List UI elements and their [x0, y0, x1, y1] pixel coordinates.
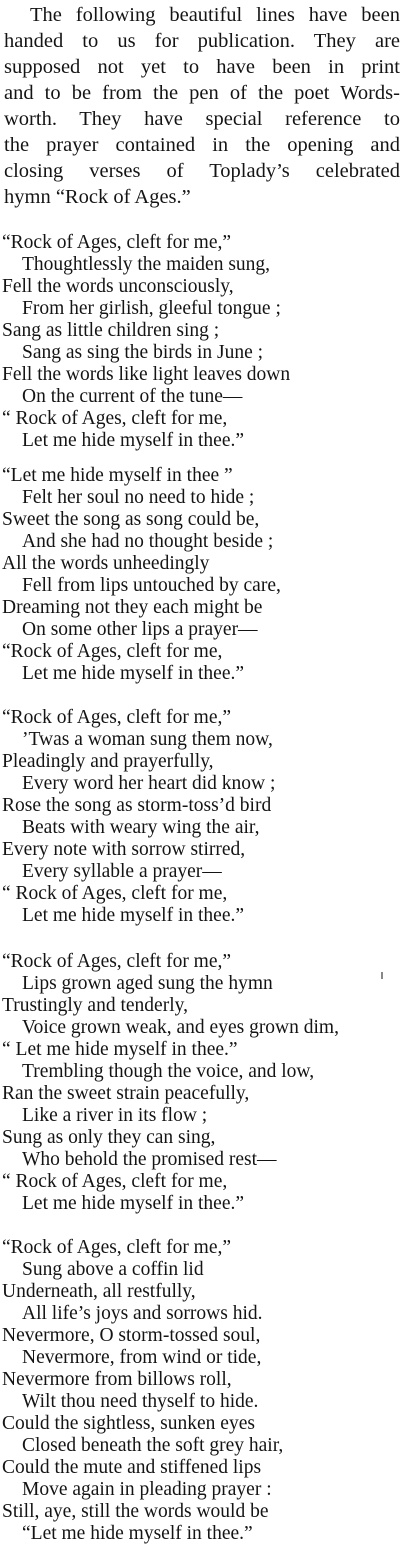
- verse-line: “Rock of Ages, cleft for me,”: [2, 1237, 232, 1258]
- verse-line: Sang as little children sing ;: [2, 320, 220, 341]
- verse-line: On the current of the tune—: [22, 386, 243, 407]
- intro-line: closing verses of Toplady’s celebrated: [4, 160, 400, 182]
- verse-line: Nevermore, from wind or tide,: [22, 1347, 262, 1368]
- verse-line: Wilt thou need thyself to hide.: [22, 1391, 259, 1412]
- intro-line: handed to us for publication. They are: [4, 30, 400, 52]
- intro-line: worth. They have special reference to: [4, 108, 400, 130]
- verse-line: Could the mute and stiffened lips: [2, 1457, 262, 1478]
- verse-line: And she had no thought beside ;: [22, 531, 274, 552]
- verse-line: Thoughtlessly the maiden sung,: [22, 254, 271, 275]
- verse-line: Nevermore from billows roll,: [2, 1369, 232, 1390]
- verse-line: On some other lips a prayer—: [22, 619, 258, 640]
- intro-line: hymn “Rock of Ages.”: [4, 186, 191, 208]
- verse-line: Let me hide myself in thee.”: [22, 905, 245, 926]
- verse-line: Like a river in its flow ;: [22, 1105, 208, 1126]
- verse-line: Every note with sorrow stirred,: [2, 839, 246, 860]
- verse-line: Voice grown weak, and eyes grown dim,: [22, 1017, 339, 1038]
- print-speck: [381, 972, 383, 979]
- verse-line: Dreaming not they each might be: [2, 597, 263, 618]
- verse-line: “Let me hide myself in thee ”: [2, 465, 233, 486]
- verse-line: Let me hide myself in thee.”: [22, 1193, 245, 1214]
- verse-line: Still, aye, still the words would be: [2, 1501, 269, 1522]
- verse-line: Move again in pleading prayer :: [22, 1479, 272, 1500]
- verse-line: Could the sightless, sunken eyes: [2, 1413, 255, 1434]
- verse-line: All the words unheedingly: [2, 553, 210, 574]
- verse-line: “Rock of Ages, cleft for me,”: [2, 232, 232, 253]
- verse-line: Let me hide myself in thee.”: [22, 430, 245, 451]
- verse-line: “ Let me hide myself in thee.”: [2, 1039, 238, 1060]
- verse-line: “ Rock of Ages, cleft for me,: [2, 408, 228, 429]
- verse-line: Sweet the song as song could be,: [2, 509, 260, 530]
- verse-line: All life’s joys and sorrows hid.: [22, 1303, 263, 1324]
- verse-line: Lips grown aged sung the hymn: [22, 973, 273, 994]
- verse-line: Rose the song as storm-toss’d bird: [2, 795, 272, 816]
- verse-line: Beats with weary wing the air,: [22, 817, 260, 838]
- verse-line: Closed beneath the soft grey hair,: [22, 1435, 284, 1456]
- verse-line: Trustingly and tenderly,: [2, 995, 188, 1016]
- verse-line: Nevermore, O storm-tossed soul,: [2, 1325, 261, 1346]
- verse-line: From her girlish, gleeful tongue ;: [22, 298, 281, 319]
- verse-line: Felt her soul no need to hide ;: [22, 487, 255, 508]
- verse-line: Every word her heart did know ;: [22, 773, 276, 794]
- verse-line: Sung above a coffin lid: [22, 1259, 204, 1280]
- verse-line: Underneath, all restfully,: [2, 1281, 196, 1302]
- verse-line: Fell the words like light leaves down: [2, 364, 291, 385]
- intro-line: The following beautiful lines have been: [30, 4, 400, 26]
- verse-line: Ran the sweet strain peacefully,: [2, 1083, 250, 1104]
- verse-line: Sung as only they can sing,: [2, 1127, 216, 1148]
- verse-line: Who behold the promised rest—: [22, 1149, 277, 1170]
- verse-line: Fell from lips untouched by care,: [22, 575, 281, 596]
- intro-line: and to be from the pen of the poet Words-: [4, 82, 400, 104]
- intro-line: supposed not yet to have been in print: [4, 56, 400, 78]
- verse-line: “ Rock of Ages, cleft for me,: [2, 883, 228, 904]
- verse-line: “ Rock of Ages, cleft for me,: [2, 1171, 228, 1192]
- verse-line: Pleadingly and prayerfully,: [2, 751, 214, 772]
- verse-line: Trembling though the voice, and low,: [22, 1061, 315, 1082]
- verse-line: “Rock of Ages, cleft for me,: [2, 641, 223, 662]
- intro-line: the prayer contained in the opening and: [4, 134, 400, 156]
- verse-line: “Rock of Ages, cleft for me,”: [2, 707, 232, 728]
- verse-line: ’Twas a woman sung them now,: [22, 729, 273, 750]
- verse-line: Sang as sing the birds in June ;: [22, 342, 264, 363]
- verse-line: Let me hide myself in thee.”: [22, 663, 245, 684]
- verse-line: Every syllable a prayer—: [22, 861, 222, 882]
- verse-line: “Rock of Ages, cleft for me,”: [2, 951, 232, 972]
- verse-line: Fell the words unconsciously,: [2, 276, 234, 297]
- verse-line: “Let me hide myself in thee.”: [22, 1523, 253, 1544]
